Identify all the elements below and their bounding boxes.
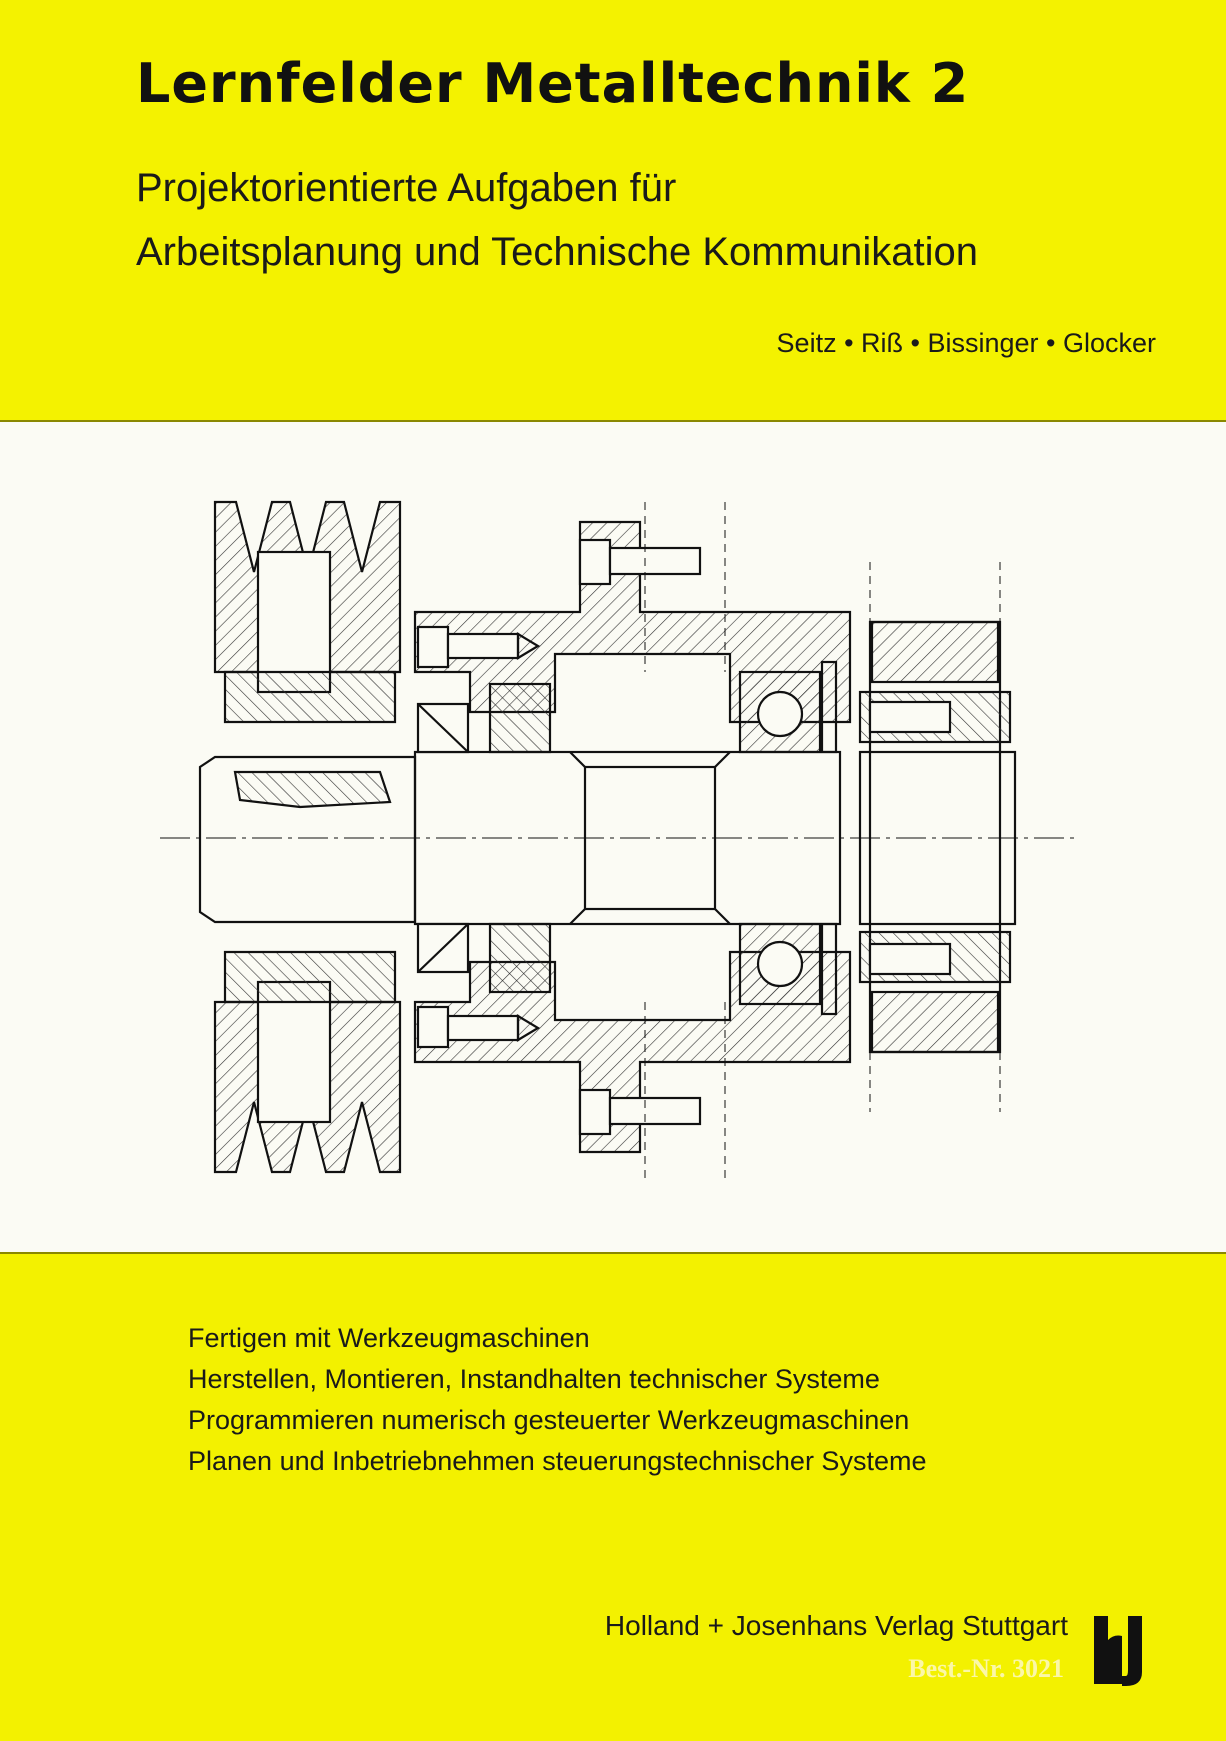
hj-publisher-logo-icon <box>1092 1612 1152 1688</box>
topic-item: Programmieren numerisch gesteuerter Werkzeugmaschinen <box>188 1405 910 1435</box>
topic-item: Herstellen, Montieren, Instandhalten technischer Systeme <box>188 1364 880 1394</box>
topic-list <box>188 1318 926 1482</box>
order-number: Best.-Nr. 3021 <box>908 1654 1064 1683</box>
shaft-assembly-drawing <box>0 422 1226 1252</box>
authors: Seitz • Riß • Bissinger • Glocker <box>776 328 1156 358</box>
topic-item: Fertigen mit Werkzeugmaschinen <box>188 1323 590 1353</box>
subtitle-line-2: Arbeitsplanung und Technische Kommunikation <box>136 230 979 274</box>
book-title: Lernfelder Metalltechnik 2 <box>136 52 970 115</box>
book-subtitle <box>136 156 978 284</box>
cover-header <box>0 0 1226 420</box>
publisher-name: Holland + Josenhans Verlag Stuttgart <box>604 1610 1068 1641</box>
technical-drawing <box>0 422 1226 1252</box>
divider-bottom <box>0 1252 1226 1254</box>
subtitle-line-1: Projektorientierte Aufgaben für <box>136 166 677 210</box>
topic-item: Planen und Inbetriebnehmen steuerungstechnischer Systeme <box>188 1446 927 1476</box>
